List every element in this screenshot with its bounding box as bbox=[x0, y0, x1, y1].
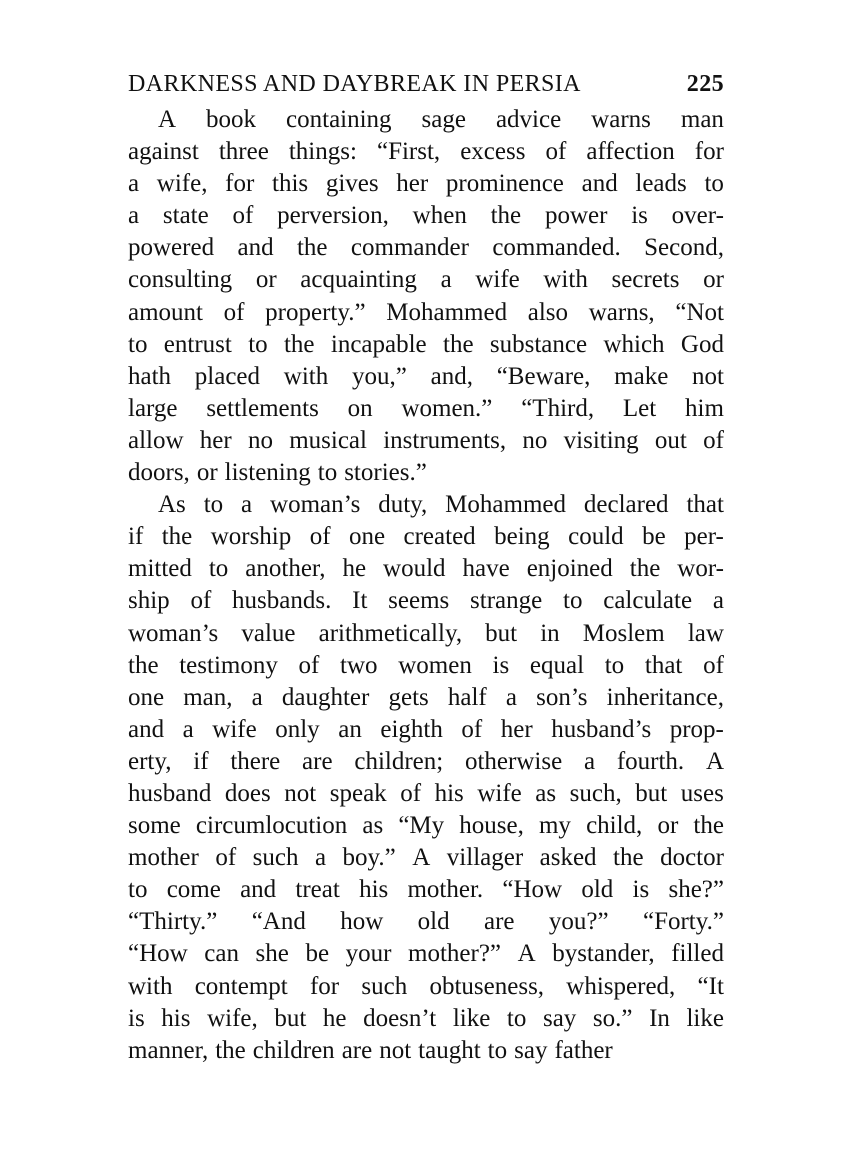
text-line: to entrust to the incapable the substance which God bbox=[128, 330, 724, 358]
paragraph bbox=[128, 489, 724, 1067]
text-line: erty, if there are children; otherwise a fourth. A bbox=[128, 747, 724, 775]
text-line: large settlements on women.” “Third, Let him bbox=[128, 394, 724, 422]
book-page bbox=[128, 64, 724, 1067]
text-line: husband does not speak of his wife as such, but uses bbox=[128, 779, 724, 807]
text-line: “Thirty.” “And how old are you?” “Forty.” bbox=[128, 908, 724, 936]
text-line: ship of husbands. It seems strange to calculate a bbox=[128, 587, 724, 615]
text-line: a state of perversion, when the power is over- bbox=[128, 202, 724, 230]
text-line: A book containing sage advice warns man bbox=[158, 106, 724, 133]
text-line: consulting or acquainting a wife with secrets or bbox=[128, 266, 724, 294]
paragraph bbox=[128, 104, 724, 489]
text-line: allow her no musical instruments, no visiting out of bbox=[128, 426, 724, 454]
text-line: mother of such a boy.” A villager asked the doctor bbox=[128, 844, 724, 872]
text-line: the testimony of two women is equal to that of bbox=[128, 651, 724, 679]
text-line: and a wife only an eighth of her husband’s prop- bbox=[128, 715, 724, 743]
text-line: “How can she be your mother?” A bystander, filled bbox=[128, 940, 724, 968]
text-line: manner, the children are not taught to say father bbox=[128, 1036, 613, 1064]
text-line: against three things: “First, excess of affection for bbox=[128, 138, 724, 166]
text-line: mitted to another, he would have enjoined the wor- bbox=[128, 555, 724, 583]
text-line: hath placed with you,” and, “Beware, make not bbox=[128, 362, 724, 390]
text-line: doors, or listening to stories.” bbox=[128, 459, 427, 487]
text-line: one man, a daughter gets half a son’s inheritance, bbox=[128, 683, 724, 711]
body-text bbox=[128, 104, 724, 1067]
text-line: As to a woman’s duty, Mohammed declared that bbox=[158, 491, 724, 519]
text-line: some circumlocution as “My house, my child, or the bbox=[128, 812, 724, 840]
running-title: DARKNESS AND DAYBREAK IN PERSIA bbox=[128, 71, 581, 97]
page-number: 225 bbox=[686, 71, 724, 97]
text-line: with contempt for such obtuseness, whispered, “It bbox=[128, 972, 724, 1000]
running-head bbox=[128, 64, 724, 104]
text-line: is his wife, but he doesn’t like to say so.” In like bbox=[128, 1004, 724, 1032]
text-line: woman’s value arithmetically, but in Moslem law bbox=[128, 619, 724, 647]
text-line: to come and treat his mother. “How old is she?” bbox=[128, 876, 724, 904]
text-line: amount of property.” Mohammed also warns, “Not bbox=[128, 298, 724, 326]
text-line: if the worship of one created being could be per- bbox=[128, 523, 724, 551]
text-line: a wife, for this gives her prominence and leads to bbox=[128, 170, 724, 198]
text-line: powered and the commander commanded. Second, bbox=[128, 234, 724, 262]
